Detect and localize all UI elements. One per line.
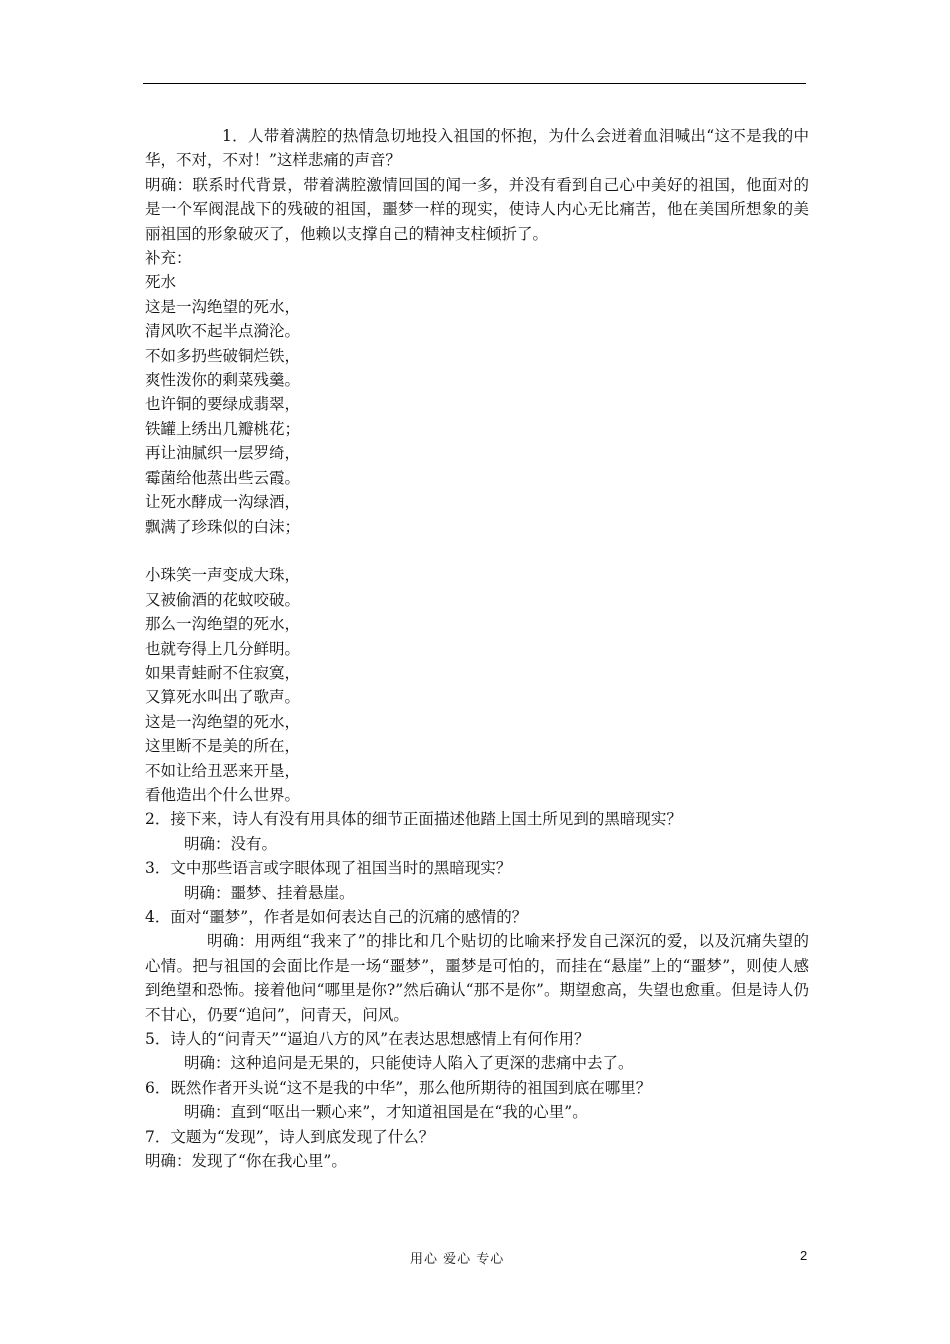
question-2: 2．接下来，诗人有没有用具体的细节正面描述他踏上国土所见到的黑暗现实？ bbox=[145, 810, 682, 829]
poem-line: 这是一沟绝望的死水， bbox=[145, 712, 301, 731]
poem-line: 小珠笑一声变成大珠， bbox=[145, 566, 301, 585]
poem-title: 死水 bbox=[145, 273, 177, 292]
poem-line: 再让油腻织一层罗绮， bbox=[145, 444, 301, 463]
document-body bbox=[145, 124, 809, 1173]
poem-line: 不如让给丑恶来开垦， bbox=[145, 761, 301, 780]
answer-2: 明确：没有。 bbox=[184, 834, 278, 853]
poem-line: 让死水酵成一沟绿酒， bbox=[145, 493, 301, 512]
question-7: 7．文题为“发现”，诗人到底发现了什么？ bbox=[145, 1127, 435, 1146]
answer-3: 明确：噩梦、挂着悬崖。 bbox=[184, 883, 355, 902]
answer-4: 明确：用两组“我来了”的排比和几个贴切的比喻来抒发自己深沉的爱，以及沉痛失望的心情。把与祖国的会面比作是一场“噩梦”，噩梦是可怕的，而挂在“悬崖”上的“噩梦”，则使人感到绝望和恐怖。接着他问“哪里是你?”然后确认“那不是你”。期望愈高，失望也愈重。但是诗人仍不甘心，仍要“追问”，问青天，问风。 bbox=[145, 932, 809, 1024]
poem-line: 铁罐上绣出几瓣桃花； bbox=[145, 419, 301, 438]
question-6: 6．既然作者开头说“这不是我的中华”，那么他所期待的祖国到底在哪里？ bbox=[145, 1078, 652, 1097]
poem-line: 爽性泼你的剩菜残羹。 bbox=[145, 371, 301, 390]
footer-motto: 用心 爱心 专心 bbox=[410, 1252, 505, 1267]
question-3: 3．文中那些语言或字眼体现了祖国当时的黑暗现实？ bbox=[145, 859, 512, 878]
answer-7: 明确：发现了“你在我心里”。 bbox=[145, 1152, 347, 1171]
supplement-label: 补充： bbox=[145, 249, 192, 268]
question-5: 5．诗人的“问青天”“逼迫八方的风”在表达思想感情上有何作用？ bbox=[145, 1030, 590, 1049]
poem-line: 那么一沟绝望的死水， bbox=[145, 615, 301, 634]
poem-line: 看他造出个什么世界。 bbox=[145, 785, 301, 804]
answer-5: 明确：这种追问是无果的，只能使诗人陷入了更深的悲痛中去了。 bbox=[184, 1054, 634, 1073]
poem-line: 这是一沟绝望的死水， bbox=[145, 297, 301, 316]
question-4: 4．面对“噩梦”，作者是如何表达自己的沉痛的感情的？ bbox=[145, 907, 528, 926]
poem-line: 又算死水叫出了歌声。 bbox=[145, 688, 301, 707]
poem-line: 霉菌给他蒸出些云霞。 bbox=[145, 468, 301, 487]
poem-line: 也许铜的要绿成翡翠， bbox=[145, 395, 301, 414]
answer-1: 明确：联系时代背景，带着满腔激情回国的闻一多，并没有看到自己心中美好的祖国，他面对的是一个军阀混战下的残破的祖国，噩梦一样的现实，使诗人内心无比痛苦，他在美国所想象的美丽祖国的形象破灭了，他赖以支撑自己的精神支柱倾折了。 bbox=[145, 175, 809, 243]
poem-line: 清风吹不起半点漪沦。 bbox=[145, 322, 301, 341]
header-rule bbox=[143, 83, 806, 84]
poem bbox=[145, 270, 809, 807]
poem-line: 又被偷酒的花蚊咬破。 bbox=[145, 590, 301, 609]
poem-line: 也就夸得上几分鲜明。 bbox=[145, 639, 301, 658]
poem-line: 这里断不是美的所在， bbox=[145, 737, 301, 756]
answer-6: 明确：直到“呕出一颗心来”，才知道祖国是在“我的心里”。 bbox=[184, 1103, 588, 1122]
stanza-break bbox=[145, 539, 809, 563]
poem-line: 如果青蛙耐不住寂寞， bbox=[145, 663, 301, 682]
poem-line: 飘满了珍珠似的白沫； bbox=[145, 517, 301, 536]
question-1: 1．人带着满腔的热情急切地投入祖国的怀抱，为什么会迸着血泪喊出“这不是我的中华，不对，不对！”这样悲痛的声音？ bbox=[145, 127, 809, 170]
page-number: 2 bbox=[800, 1248, 808, 1263]
poem-line: 不如多扔些破铜烂铁， bbox=[145, 346, 301, 365]
